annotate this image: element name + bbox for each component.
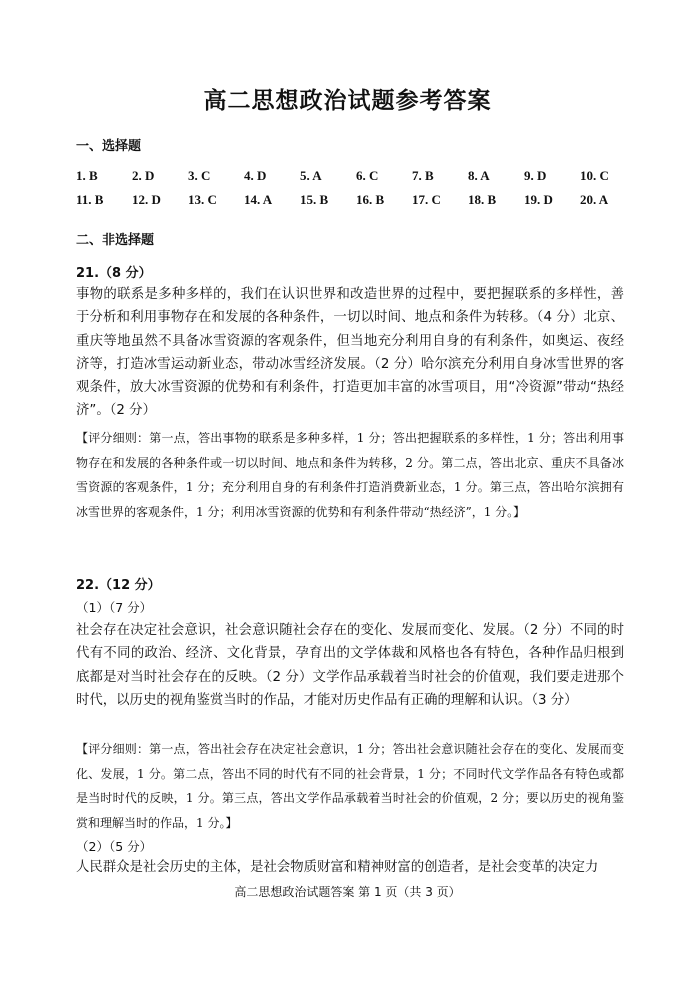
choice-answer: 7. B xyxy=(412,168,434,183)
choice-answer: 18. B xyxy=(468,192,497,207)
section-heading-choice: 一、选择题 xyxy=(76,139,142,154)
choice-answer: 20. A xyxy=(580,192,609,207)
question-22-part-2-label: （2）（5 分） xyxy=(76,839,153,854)
choice-answer: 3. C xyxy=(188,168,211,183)
page-title: 高二思想政治试题参考答案 xyxy=(203,88,492,114)
choice-answer: 17. C xyxy=(412,192,441,207)
choice-answer: 1. B xyxy=(76,168,98,183)
choice-answer: 8. A xyxy=(468,168,490,183)
choice-answer: 13. C xyxy=(188,192,217,207)
question-22-part-1-answer: 社会存在决定社会意识，社会意识随社会存在的变化、发展而变化、发展。（2 分）不同的时代有不同的政治、经济、文化背景，孕育出的文学体裁和风格也各有特色，各种作品归根到底都是对当时社会存在的反映。（2 分）文学作品承载着当时社会的价值观，我们要走进那个时代，以历史的视角鉴赏当时的作品，才能对历史作品有正确的理解和认识。（3 分） xyxy=(76,623,624,708)
choice-answer: 15. B xyxy=(300,192,329,207)
choice-answer: 5. A xyxy=(300,168,322,183)
choice-answer: 14. A xyxy=(244,192,273,207)
choice-answer: 4. D xyxy=(244,168,267,183)
question-21-answer: 事物的联系是多种多样的，我们在认识世界和改造世界的过程中，要把握联系的多样性，善于分析和利用事物存在和发展的各种条件，一切以时间、地点和条件为转移。（4 分）北京、重庆等地虽然不具备冰雪资源的客观条件，但当地充分利用自身的有利条件，如奥运、夜经济等，打造冰雪运动新业态，带动冰雪经济发展。（2 分）哈尔滨充分利用自身冰雪世界的客观条件，放大冰雪资源的优势和有利条件，打造更加丰富的冰雪项目，用“冷资源”带动“热经济”。（2 分） xyxy=(76,287,624,419)
choice-answers-row-2 xyxy=(76,192,636,208)
section-heading-non-choice: 二、非选择题 xyxy=(76,233,155,248)
choice-answer: 19. D xyxy=(524,192,553,207)
question-22-part-1-rubric: 【评分细则：第一点，答出社会存在决定社会意识，1 分；答出社会意识随社会存在的变化、发展而变化、发展，1 分。第二点，答出不同的时代有不同的社会背景，1 分；不同时代文学作品各有特色或都是当时时代的反映，1 分。第三点，答出文学作品承载着当时社会的价值观，2 分；要以历史的视角鉴赏和理解当时的作品，1 分。】 xyxy=(76,742,624,830)
choice-answer: 16. B xyxy=(356,192,385,207)
question-22-part-2-answer: 人民群众是社会历史的主体，是社会物质财富和精神财富的创造者，是社会变革的决定力 xyxy=(76,860,599,875)
choice-answers-row-1 xyxy=(76,168,636,184)
choice-answer: 6. C xyxy=(356,168,379,183)
question-22-heading: 22.（12 分） xyxy=(76,578,161,593)
choice-answer: 10. C xyxy=(580,168,609,183)
choice-answer: 11. B xyxy=(76,192,104,207)
choice-answer: 2. D xyxy=(132,168,155,183)
choice-answer: 9. D xyxy=(524,168,547,183)
page-footer: 高二思想政治试题答案 第 1 页（共 3 页） xyxy=(234,885,461,899)
question-22-part-1-label: （1）（7 分） xyxy=(76,600,153,615)
question-21-rubric: 【评分细则：第一点，答出事物的联系是多种多样，1 分；答出把握联系的多样性，1 分；答出利用事物存在和发展的各种条件或一切以时间、地点和条件为转移，2 分。第二点，答出北京、重庆不具备冰雪资源的客观条件，1 分；充分利用自身的有利条件打造消费新业态，1 分。第三点，答出哈尔滨拥有冰雪世界的客观条件，1 分；利用冰雪资源的优势和有利条件带动“热经济”，1 分。】 xyxy=(76,431,624,519)
choice-answer: 12. D xyxy=(132,192,161,207)
question-21-heading: 21.（8 分） xyxy=(76,266,152,281)
